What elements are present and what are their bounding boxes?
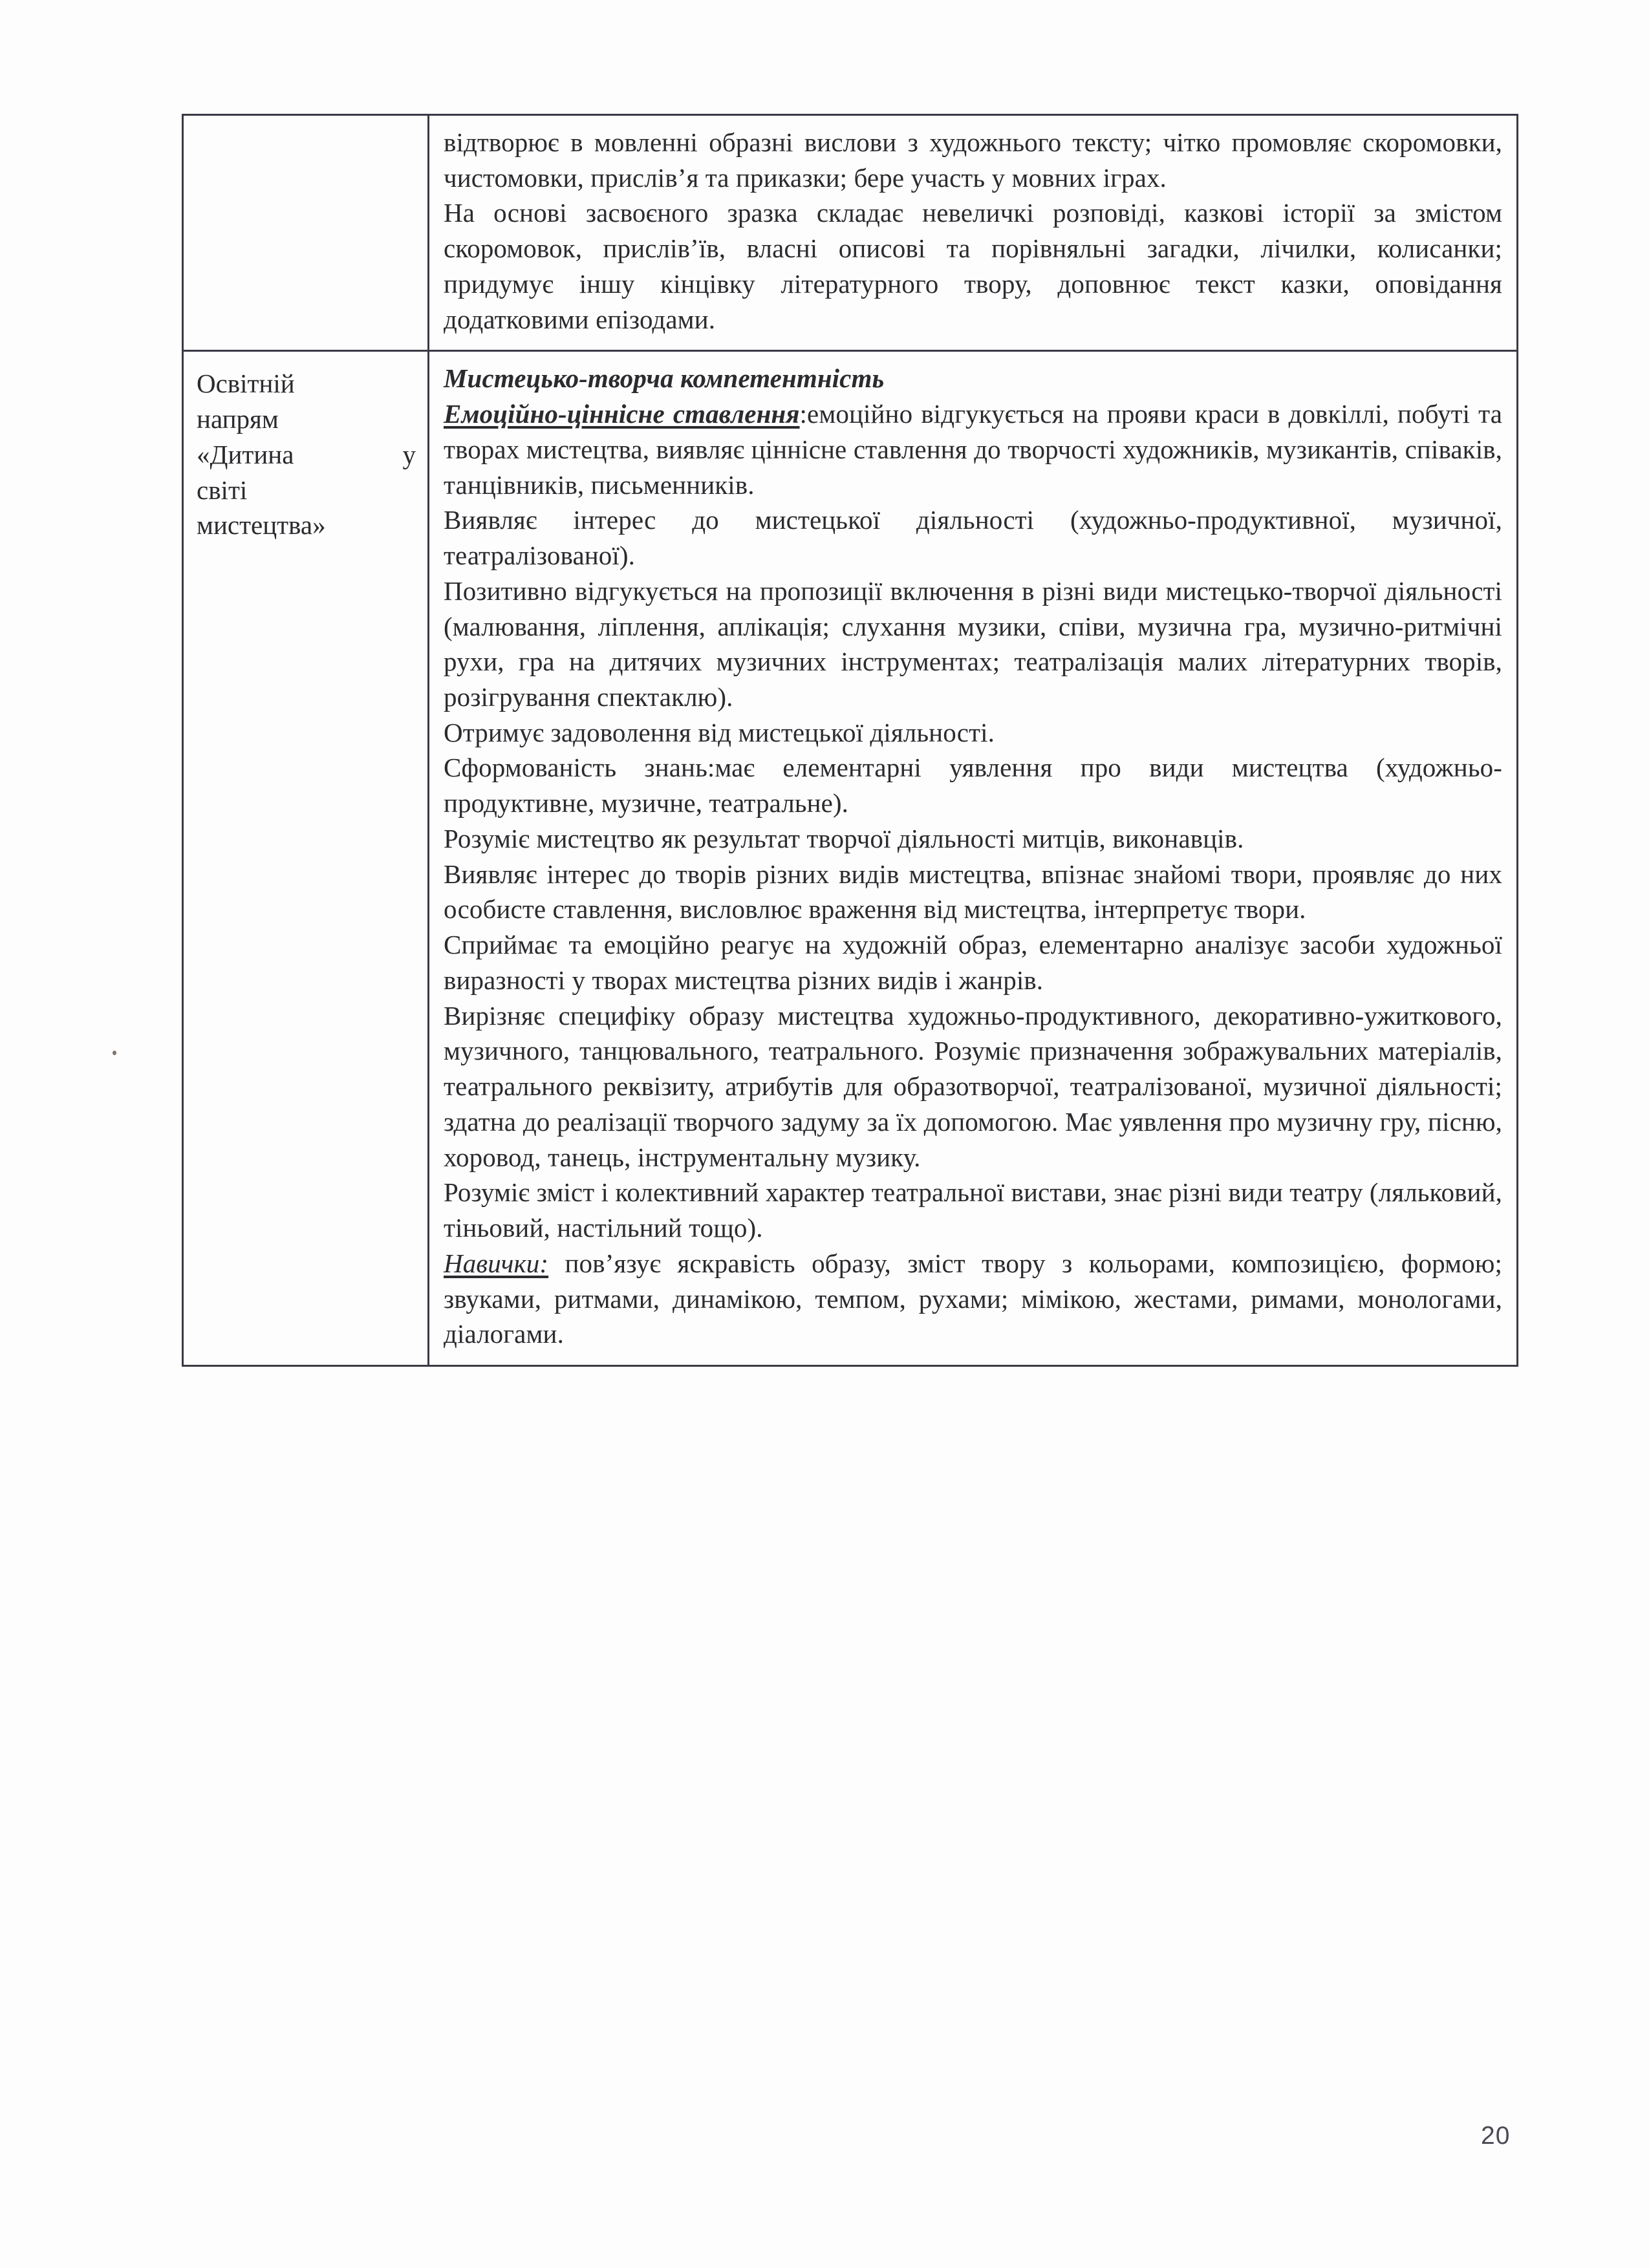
paragraph-emotional-value (444, 396, 1502, 502)
paragraph-skills (444, 1246, 1502, 1352)
row-1-label-cell (183, 115, 429, 351)
label-line-4: світі (197, 475, 248, 505)
scan-artifact-speck (113, 1051, 116, 1055)
row-2-body-cell (429, 351, 1518, 1366)
emotional-value-body: :емоційно відгукується на прояви краси в довкіллі, побуті та творах мистецтва, виявляє ціннісне ставлення до творчості художників, музикантів, співаків, танцівників, письменників. (444, 399, 1502, 500)
paragraph-interest-works: Виявляє інтерес до творів різних видів мистецтва, впізнає знайомі твори, проявляє до них особисте ставлення, висловлює враження від мистецтва, інтерпретує твори. (444, 859, 1502, 925)
label-line-2: напрям (197, 404, 279, 434)
educational-direction-label (184, 352, 427, 556)
paragraph-theatre-performance: Розуміє зміст і колективний характер театральної вистави, знає різні види театру (ляльковий, тіньовий, настільний тощо). (444, 1177, 1502, 1243)
paragraph-knowledge-formed: Сформованість знань:має елементарні уявлення про види мистецтва (художньо-продуктивне, музичне, театральне). (444, 753, 1502, 818)
paragraph-distinguishes-specifics: Вирізняє специфіку образу мистецтва художньо-продуктивного, декоративно-ужиткового, музичного, танцювального, театрального. Розуміє призначення зображувальних матеріалів, театрального реквізиту, атрибутів для образотворчої, театралізованої, музичної діяльності; здатна до реалізації творчого задуму за їх допомогою. Має уявлення про музичну гру, пісню, хоровод, танець, інструментальну музику. (444, 1000, 1502, 1172)
paragraph-pleasure: Отримує задоволення від мистецької діяльності. (444, 717, 995, 747)
paragraph-understands-art: Розуміє мистецтво як результат творчої діяльності митців, виконавців. (444, 823, 1244, 853)
heading-mystetsko-tvorcha (444, 361, 1502, 396)
table-row (183, 115, 1518, 351)
row-2-label-cell (183, 351, 429, 1366)
skills-lead: Навички: (444, 1248, 549, 1278)
row-1-label-content (184, 116, 427, 143)
row-2-body-content (429, 352, 1516, 1365)
row-1-body-content (429, 116, 1516, 350)
paragraph-positive-response: Позитивно відгукується на пропозиції включення в різні види мистецько-творчої діяльності (малювання, ліплення, аплікація; слухання музики, співи, музична гра, музично-ритмічні рухи, гра на дитячих музичних інструментах; театралізація малих літературних творів, розігрування спектаклю). (444, 575, 1502, 712)
paragraph-rozpovidi: На основі засвоєного зразка складає невеличкі розповіді, казкові історії за змістом скоромовок, прислів’їв, власні описові та порівняльні загадки, лічилки, колисанки; придумує іншу кінцівку літературного твору, доповнює текст казки, оповідання додатковими епізодами. (444, 198, 1502, 334)
table-body (183, 115, 1518, 1366)
label-line-3: «Дитина у (197, 439, 416, 469)
label-line-5: мистецтва» (197, 510, 326, 540)
row-1-body-cell (429, 115, 1518, 351)
paragraph-movlennya: відтворює в мовленні образні вислови з художнього тексту; чітко промовляє скоромовки, чистомовки, прислів’я та приказки; бере участь у мовних іграх. (444, 127, 1502, 193)
heading-text: Мистецько-творча компетентність (444, 363, 885, 394)
paragraph-perceives-image: Сприймає та емоційно реагує на художній образ, елементарно аналізує засоби художньої виразності у творах мистецтва різних видів і жанрів. (444, 930, 1502, 995)
page-number: 20 (1481, 2122, 1511, 2150)
paragraph-interest-activity: Виявляє інтерес до мистецької діяльності (художньо-продуктивної, музичної, театралізованої). (444, 505, 1502, 571)
competency-table (182, 114, 1518, 1367)
emotional-value-lead: Емоційно-ціннісне ставлення (444, 399, 800, 429)
label-line-1: Освітній (197, 369, 295, 399)
table-row (183, 351, 1518, 1366)
skills-body: пов’язує яскравість образу, зміст твору з кольорами, композицією, формою; звуками, ритмами, динамікою, темпом, рухами; мімікою, жестами, римами, монологами, діалогами. (444, 1248, 1502, 1349)
